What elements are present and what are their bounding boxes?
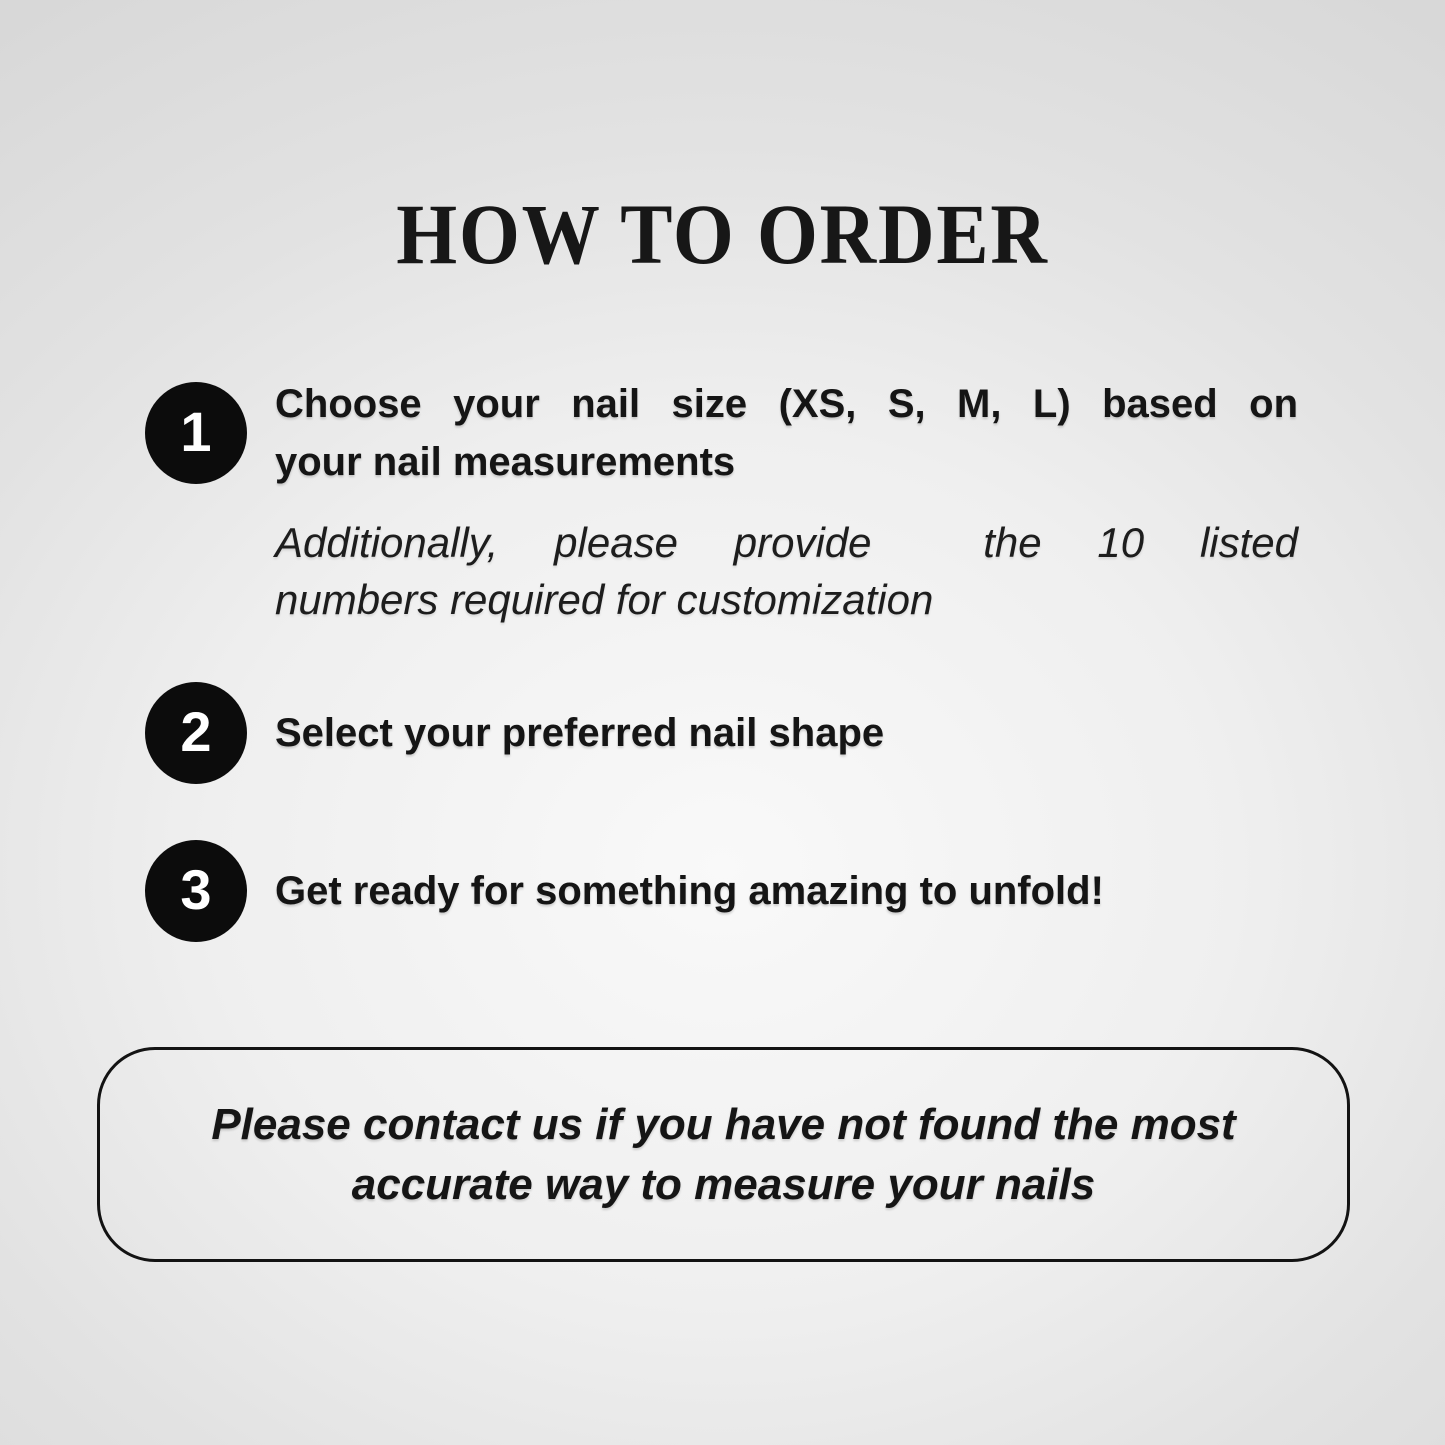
step-1-number: 1 [180,400,212,463]
step-3-heading [275,840,1375,942]
step-1-note-line-2: numbers required for customization [275,576,934,623]
step-1-badge [145,382,247,484]
step-2-number: 2 [180,700,212,763]
step-1-note [275,514,1298,628]
step-3-number: 3 [180,858,212,921]
page-title-text: HOW TO ORDER [396,186,1049,282]
step-1-heading-line-1: Choose your nail size (XS, S, M, L) based on [275,382,1298,426]
contact-note-line-1: Please contact us if you have not found the most [211,1099,1236,1149]
contact-note-box [97,1047,1350,1262]
page-title [0,186,1445,282]
step-1-heading-line-2: your nail measurements [275,440,736,484]
step-3-badge [145,840,247,942]
step-3-heading-line-1: Get ready for something amazing to unfold! [275,869,1104,913]
step-1-note-line-1: Additionally, please provide the 10 listed [275,519,1298,566]
step-1-heading [275,375,1298,491]
step-2-heading [275,682,1375,784]
contact-note-line-2: accurate way to measure your nails [351,1159,1096,1209]
step-2-heading-line-1: Select your preferred nail shape [275,711,885,755]
step-2-badge [145,682,247,784]
